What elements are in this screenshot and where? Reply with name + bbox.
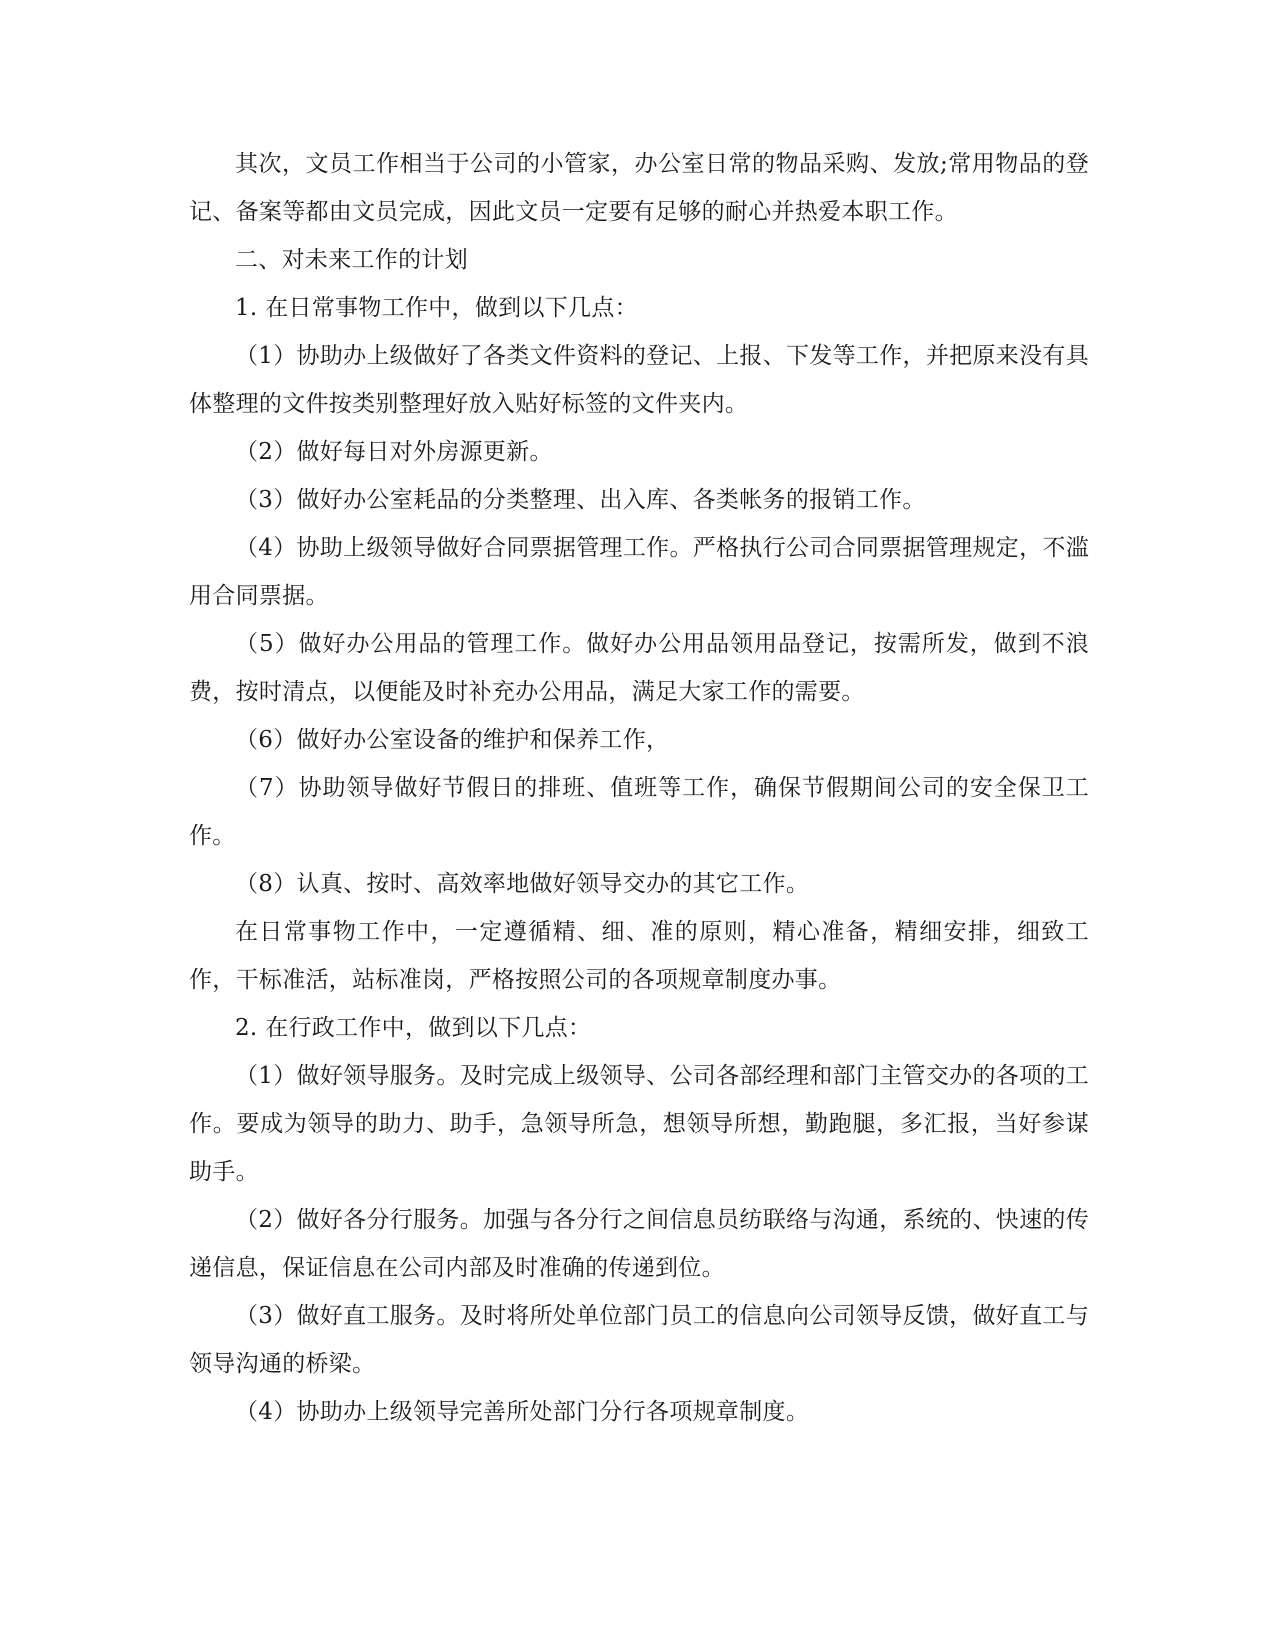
list-item-daily-7: （7）协助领导做好节假日的排班、值班等工作，确保节假期间公司的安全保卫工作。 (189, 775, 1089, 849)
list-item-daily-1: （1）协助办上级做好了各类文件资料的登记、上报、下发等工作，并把原来没有具体整理的文件按类别整理好放入贴好标签的文件夹内。 (189, 343, 1089, 417)
list-item-daily-8: （8）认真、按时、高效率地做好领导交办的其它工作。 (235, 871, 810, 897)
section-heading-future-plan: 二、对未来工作的计划 (235, 247, 468, 273)
paragraph-intro: 其次，文员工作相当于公司的小管家，办公室日常的物品采购、发放;常用物品的登记、备案等都由文员完成，因此文员一定要有足够的耐心并热爱本职工作。 (189, 151, 1089, 225)
list-item-daily-3: （3）做好办公室耗品的分类整理、出入库、各类帐务的报销工作。 (235, 487, 926, 513)
list-item-admin-1: （1）做好领导服务。及时完成上级领导、公司各部经理和部门主管交办的各项的工作。要成为领导的助力、助手，急领导所急，想领导所想，勤跑腿，多汇报，当好参谋助手。 (189, 1063, 1089, 1185)
list-item-admin-3: （3）做好直工服务。及时将所处单位部门员工的信息向公司领导反馈，做好直工与领导沟通的桥梁。 (189, 1303, 1089, 1377)
list-item-admin-4: （4）协助办上级领导完善所处部门分行各项规章制度。 (235, 1399, 810, 1425)
subsection-heading-admin-work: 2. 在行政工作中，做到以下几点： (235, 1015, 592, 1041)
list-item-daily-5: （5）做好办公用品的管理工作。做好办公用品领用品登记，按需所发，做到不浪费，按时清点，以便能及时补充办公用品，满足大家工作的需要。 (189, 631, 1089, 705)
list-item-admin-2: （2）做好各分行服务。加强与各分行之间信息员纺联络与沟通，系统的、快速的传递信息，保证信息在公司内部及时准确的传递到位。 (189, 1207, 1089, 1281)
paragraph-daily-principle: 在日常事物工作中，一定遵循精、细、准的原则，精心准备，精细安排，细致工作，干标准活，站标准岗，严格按照公司的各项规章制度办事。 (189, 919, 1089, 993)
list-item-daily-6: （6）做好办公室设备的维护和保养工作， (235, 727, 670, 753)
list-item-daily-2: （2）做好每日对外房源更新。 (235, 439, 553, 465)
list-item-daily-4: （4）协助上级领导做好合同票据管理工作。严格执行公司合同票据管理规定，不滥用合同票据。 (189, 535, 1089, 609)
document-body (189, 140, 1089, 1436)
subsection-heading-daily-affairs: 1. 在日常事物工作中，做到以下几点： (235, 295, 638, 321)
